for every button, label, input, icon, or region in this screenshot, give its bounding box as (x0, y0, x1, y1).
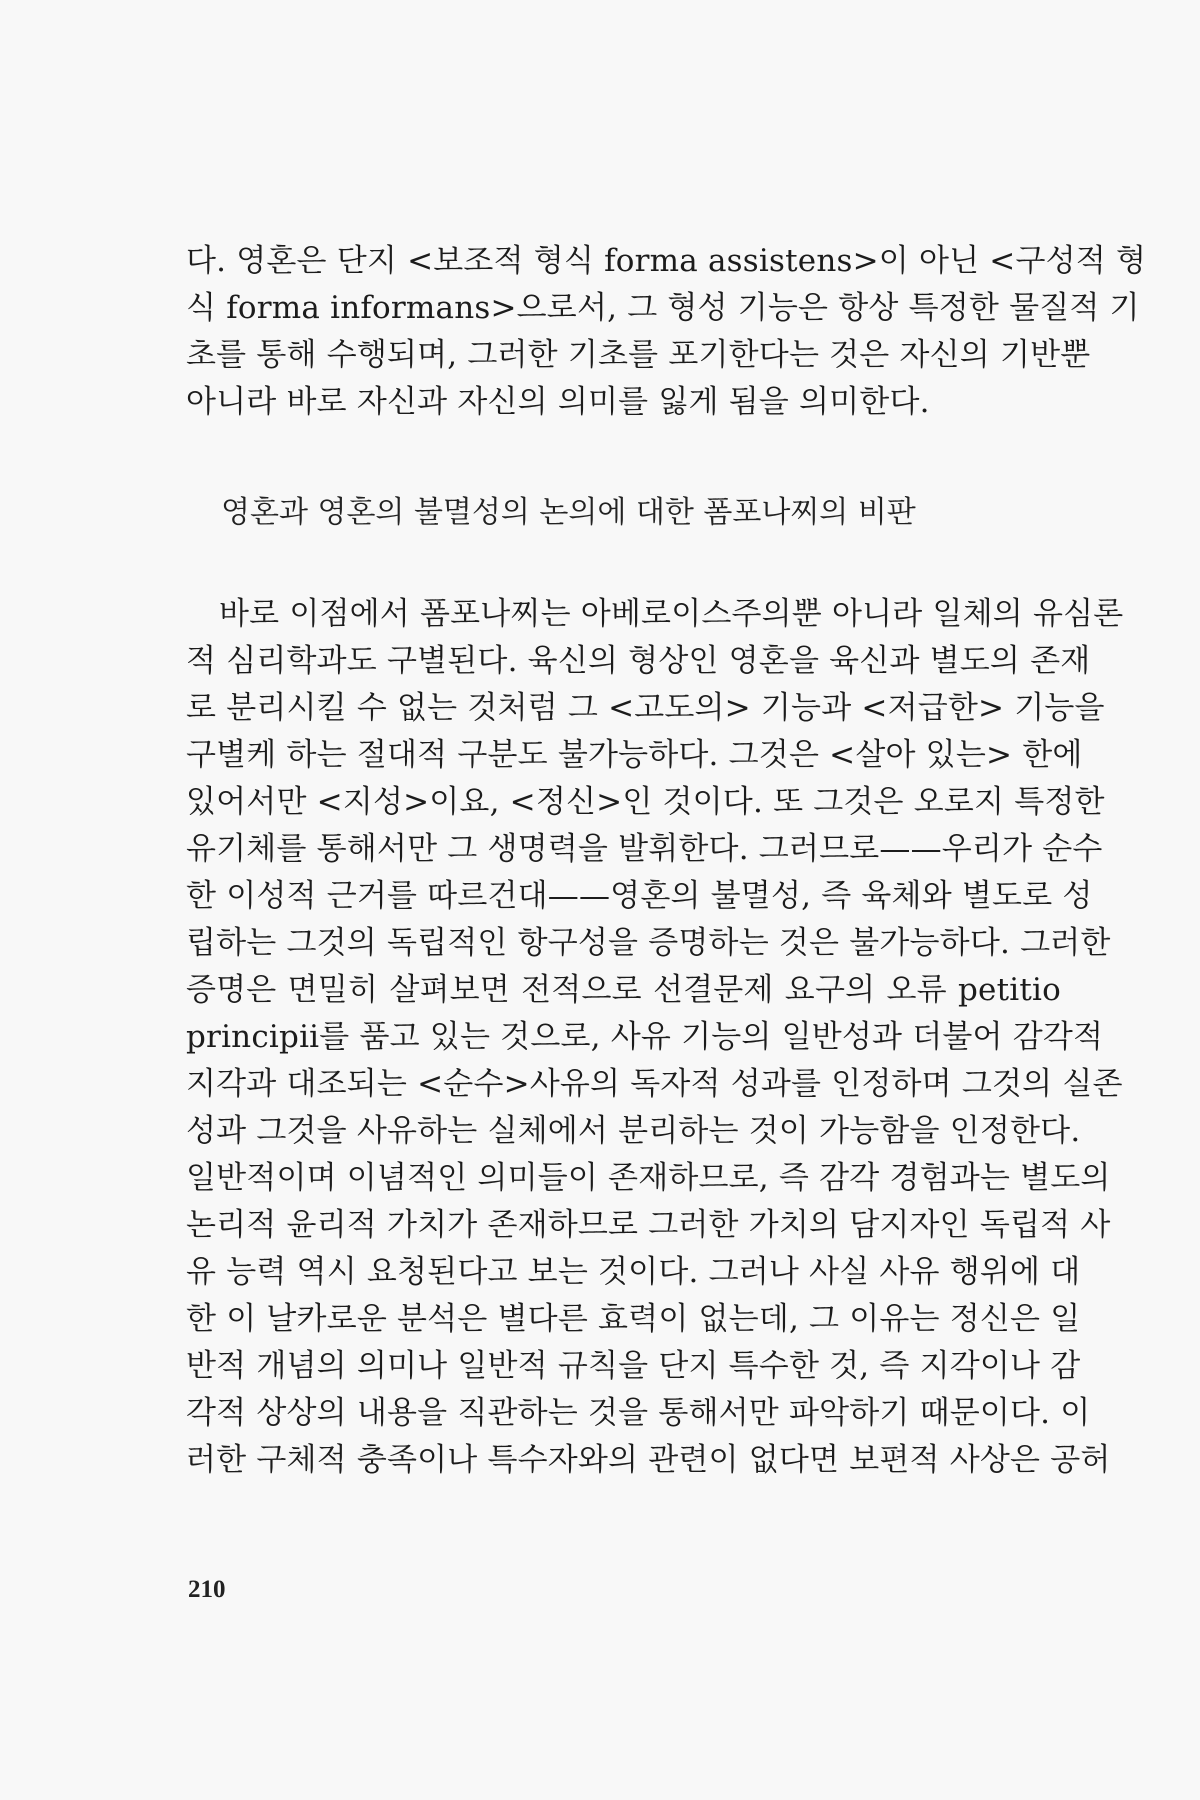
text-line: 바로 이점에서 폼포나찌는 아베로이스주의뿐 아니라 일체의 유심론 (219, 596, 1124, 632)
text-line: 반적 개념의 의미나 일반적 규칙을 단지 특수한 것, 즉 지각이나 감 (186, 1348, 1081, 1384)
text-line: 유 능력 역시 요청된다고 보는 것이다. 그러나 사실 사유 행위에 대 (186, 1254, 1081, 1290)
text-line: 증명은 면밀히 살펴보면 전적으로 선결문제 요구의 오류 petitio (186, 972, 1061, 1008)
text-line: 러한 구체적 충족이나 특수자와의 관련이 없다면 보편적 사상은 공허 (186, 1442, 1111, 1478)
text-line: 다. 영혼은 단지 <보조적 형식 forma assistens>이 아닌 <구성적 형 (186, 243, 1147, 279)
text-line: 각적 상상의 내용을 직관하는 것을 통해서만 파악하기 때문이다. 이 (186, 1395, 1091, 1431)
text-line: 논리적 윤리적 가치가 존재하므로 그러한 가치의 담지자인 독립적 사 (186, 1207, 1111, 1243)
body-paragraph (186, 591, 1124, 1484)
text-line: 립하는 그것의 독립적인 항구성을 증명하는 것은 불가능하다. 그러한 (186, 925, 1111, 961)
text-line: 식 forma informans>으로서, 그 형성 기능은 항상 특정한 물질적 기 (186, 290, 1140, 326)
text-line: 아니라 바로 자신과 자신의 의미를 잃게 됨을 의미한다. (186, 384, 930, 420)
text-line: 지각과 대조되는 <순수>사유의 독자적 성과를 인정하며 그것의 실존 (186, 1066, 1123, 1102)
text-line: 초를 통해 수행되며, 그러한 기초를 포기한다는 것은 자신의 기반뿐 (186, 337, 1091, 373)
text-line: 한 이 날카로운 분석은 별다른 효력이 없는데, 그 이유는 정신은 일 (186, 1301, 1081, 1337)
text-line: 로 분리시킬 수 없는 것처럼 그 <고도의> 기능과 <저급한> 기능을 (186, 690, 1105, 726)
text-line: 일반적이며 이념적인 의미들이 존재하므로, 즉 감각 경험과는 별도의 (186, 1160, 1111, 1196)
page-number: 210 (188, 1576, 226, 1603)
intro-paragraph (186, 238, 1147, 426)
section-heading: 영혼과 영혼의 불멸성의 논의에 대한 폼포나찌의 비판 (221, 495, 916, 530)
text-line: 적 심리학과도 구별된다. 육신의 형상인 영혼을 육신과 별도의 존재 (186, 643, 1091, 679)
text-line: 있어서만 <지성>이요, <정신>인 것이다. 또 그것은 오로지 특정한 (186, 784, 1105, 820)
text-line: 한 이성적 근거를 따르건대——영혼의 불멸성, 즉 육체와 별도로 성 (186, 878, 1093, 914)
text-line: principii를 품고 있는 것으로, 사유 기능의 일반성과 더불어 감각적 (186, 1019, 1104, 1055)
text-line: 성과 그것을 사유하는 실체에서 분리하는 것이 가능함을 인정한다. (186, 1113, 1081, 1149)
text-line: 유기체를 통해서만 그 생명력을 발휘한다. 그러므로——우리가 순수 (186, 831, 1103, 867)
text-line: 구별케 하는 절대적 구분도 불가능하다. 그것은 <살아 있는> 한에 (186, 737, 1083, 773)
